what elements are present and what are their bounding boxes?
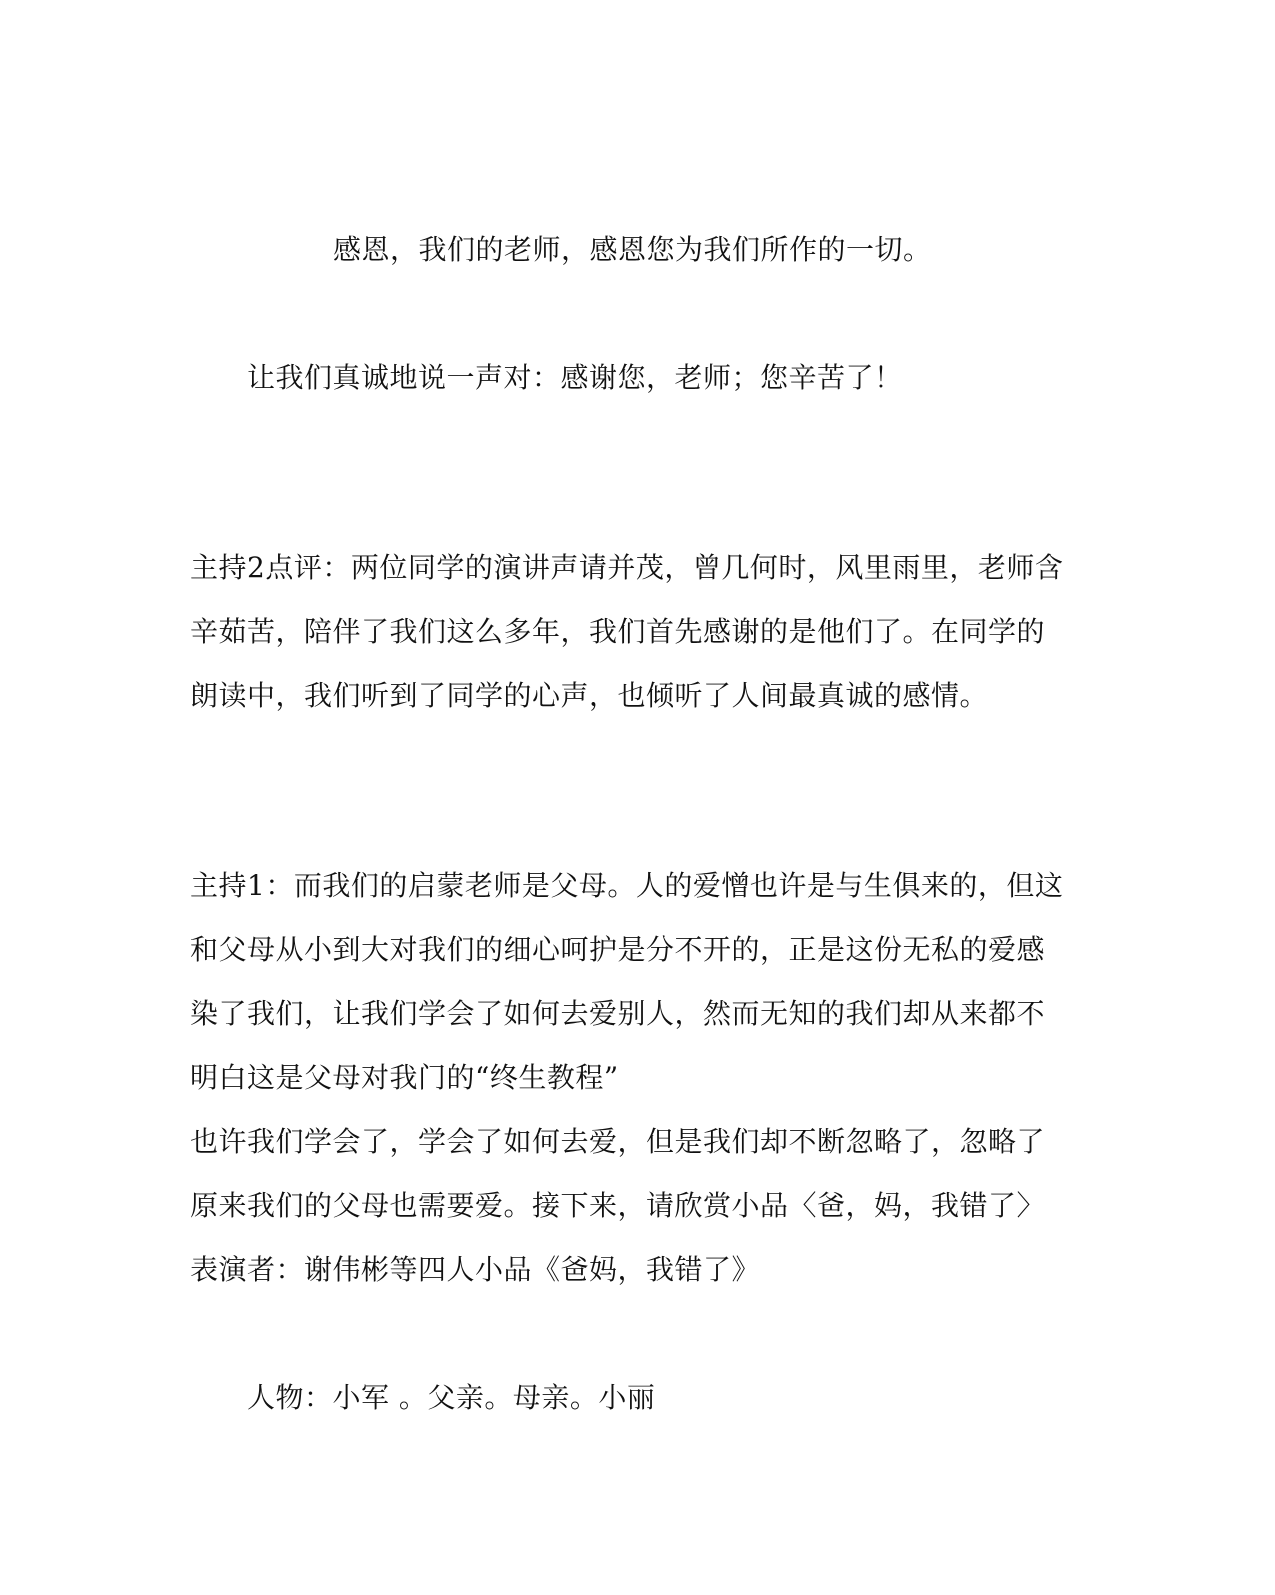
text-line: 人物：小军 。父亲。母亲。小丽 (247, 1381, 656, 1414)
text-line: 辛茹苦，陪伴了我们这么多年，我们首先感谢的是他们了。在同学的 (190, 615, 1046, 648)
text-line: 主持1：而我们的启蒙老师是父母。人的爱憎也许是与生俱来的，但这 (190, 869, 1064, 902)
text-line: 让我们真诚地说一声对：感谢您，老师；您辛苦了！ (247, 361, 903, 394)
text-line: 染了我们，让我们学会了如何去爱别人，然而无知的我们却从来都不 (190, 997, 1046, 1030)
text-line: 感恩，我们的老师，感恩您为我们所作的一切。 (333, 233, 932, 266)
text-line: 主持2点评：两位同学的演讲声请并茂，曾几何时，风里雨里，老师含 (190, 551, 1064, 584)
text-line: 也许我们学会了，学会了如何去爱，但是我们却不断忽略了，忽略了 (190, 1125, 1046, 1158)
text-line: 和父母从小到大对我们的细心呵护是分不开的，正是这份无私的爱感 (190, 933, 1046, 966)
text-line: 朗读中，我们听到了同学的心声，也倾听了人间最真诚的感情。 (190, 679, 989, 712)
text-line: 表演者：谢伟彬等四人小品《爸妈，我错了》 (190, 1253, 761, 1286)
text-line: 明白这是父母对我门的“终生教程” (190, 1061, 619, 1094)
text-line: 原来我们的父母也需要爱。接下来，请欣赏小品〈爸，妈，我错了〉 (190, 1189, 1046, 1222)
